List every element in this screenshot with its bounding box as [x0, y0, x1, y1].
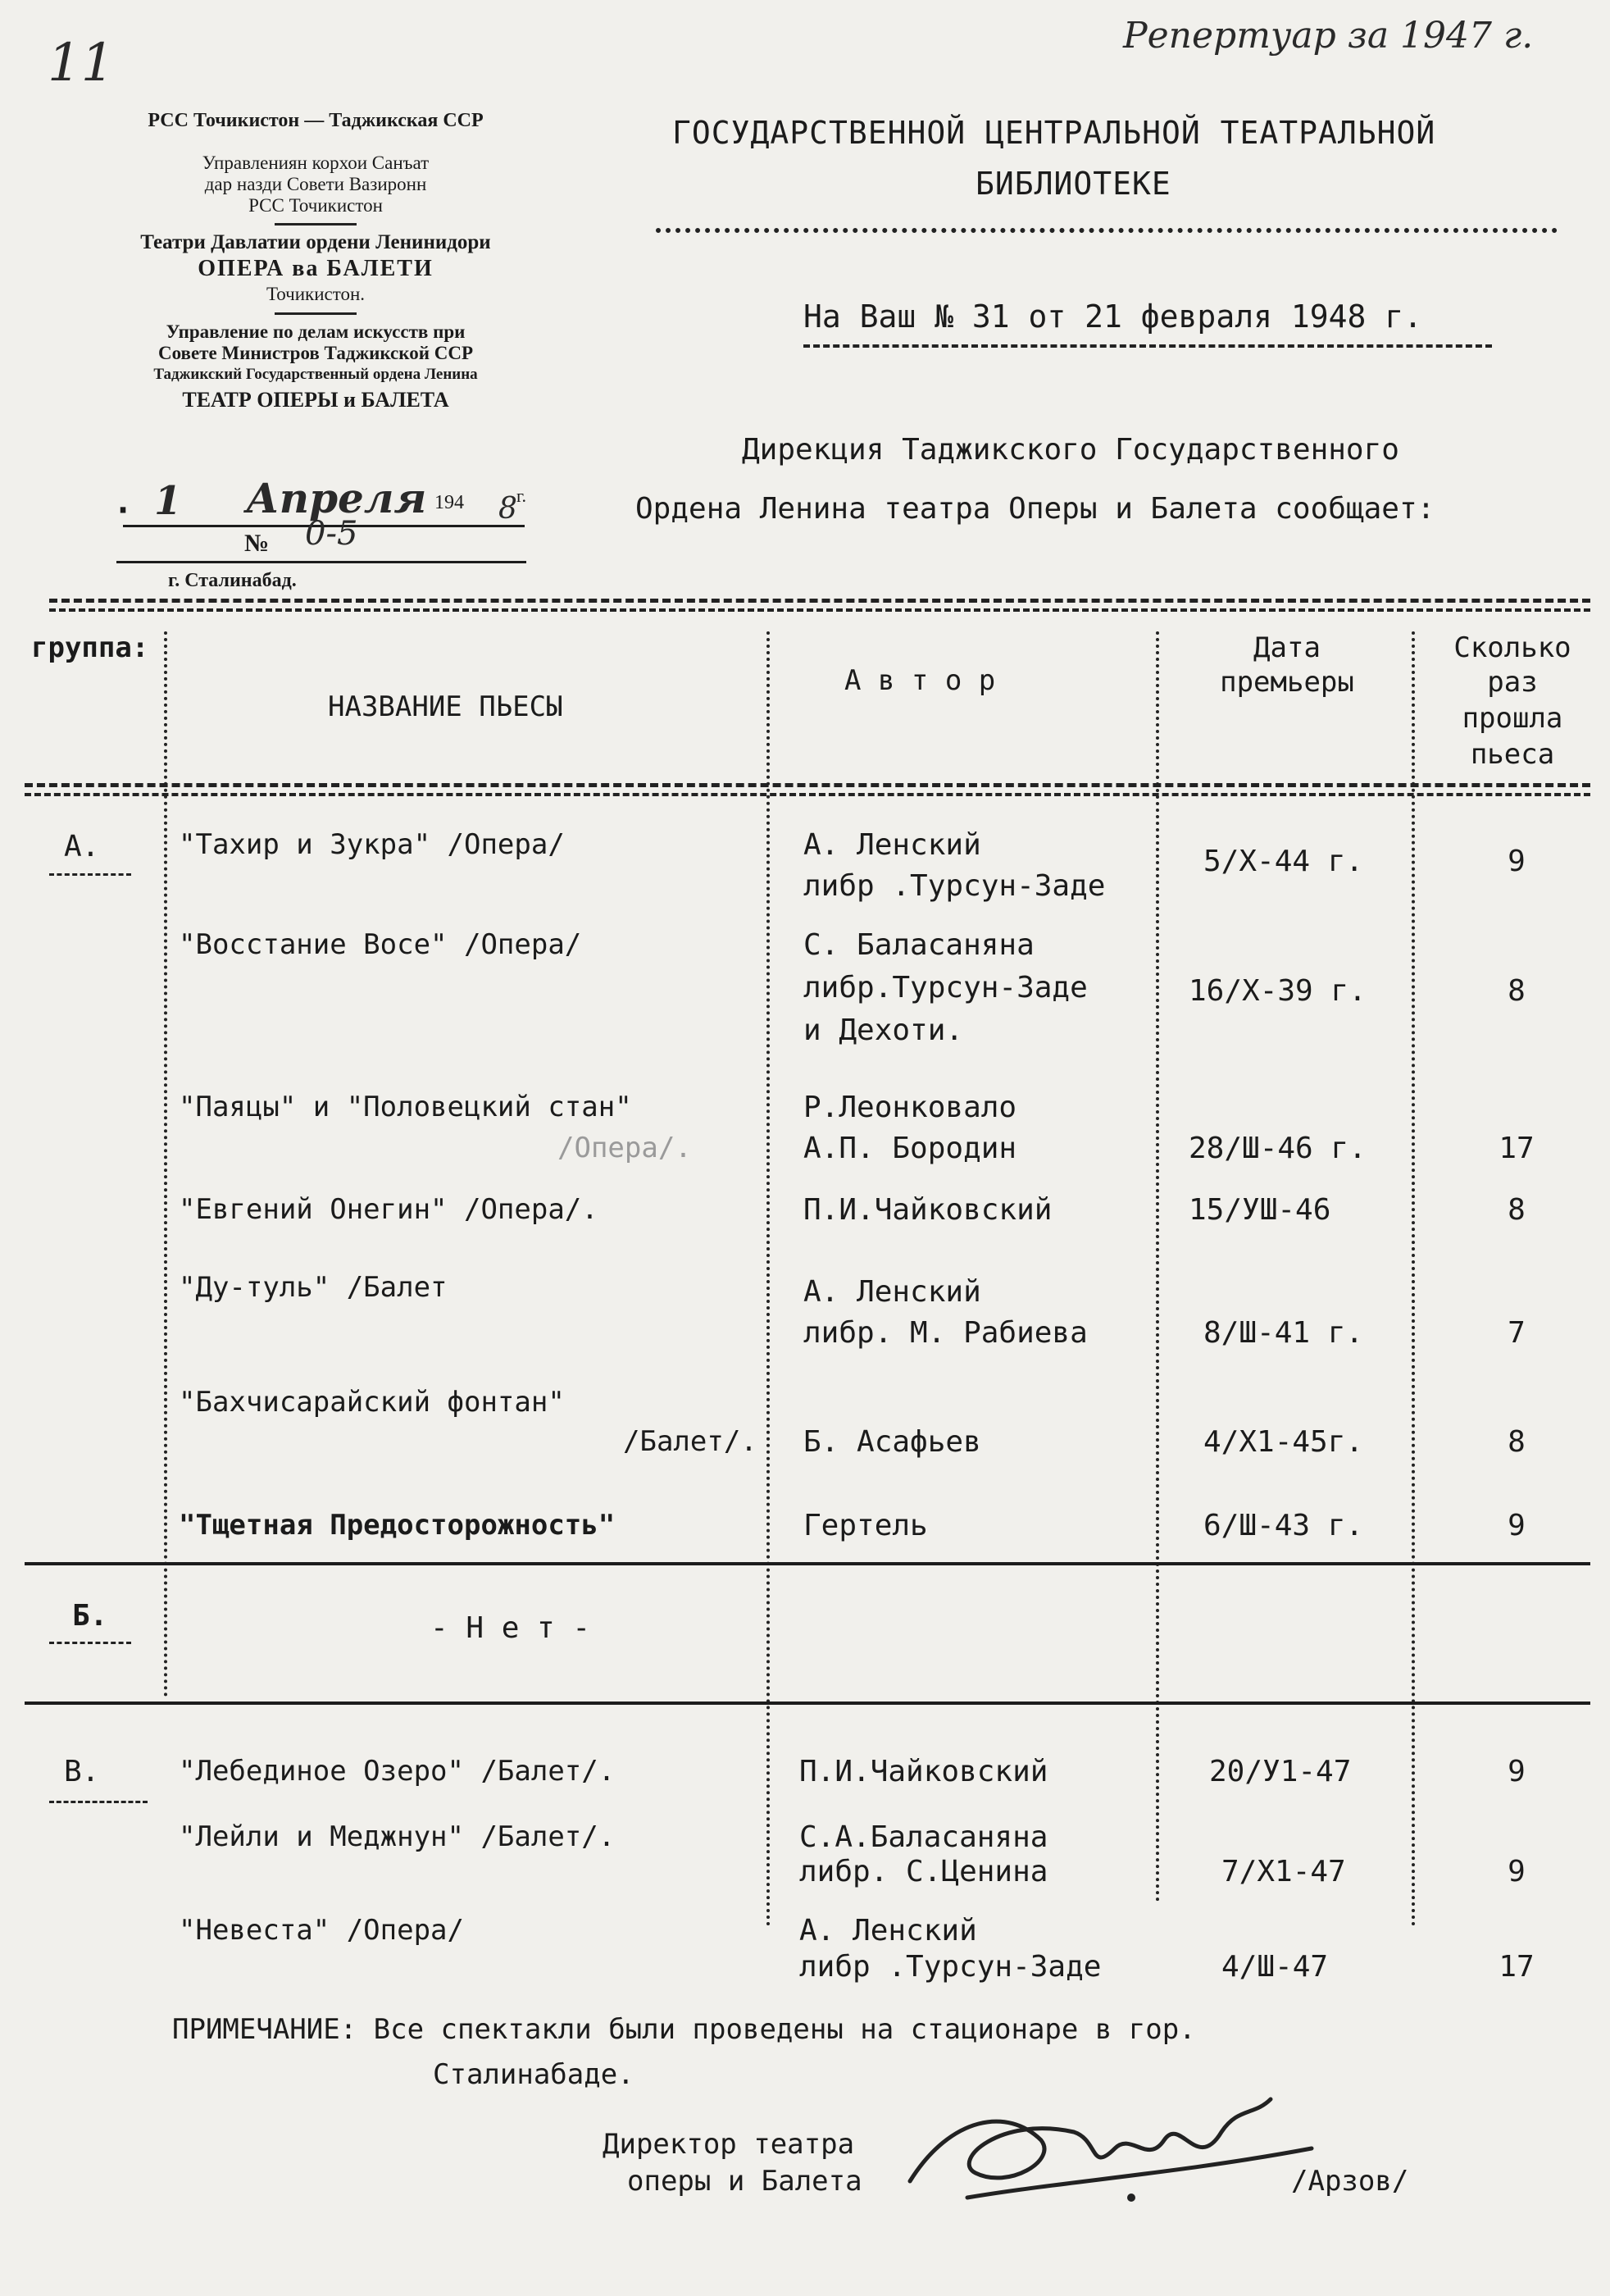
row-title: "Евгений Онегин" /Опера/. [179, 1193, 598, 1226]
note-line: ПРИМЕЧАНИЕ: Все спектакли были проведены на стационаре в гор. [172, 2013, 1196, 2046]
header-count: пьеса [1470, 738, 1555, 771]
city: г. Сталинабад. [168, 570, 297, 591]
header-count: прошла [1462, 702, 1563, 735]
row-date: 4/Ш-47 [1221, 1950, 1329, 1984]
row-title: "Тщетная Предосторожность" [179, 1509, 616, 1542]
letterhead [98, 107, 533, 415]
date-year-prefix: 194 [434, 492, 464, 513]
note-line: Сталинабаде. [433, 2058, 634, 2091]
row-author: либр. С.Ценина [799, 1855, 1048, 1888]
date-year-suffix: 8 [498, 492, 517, 526]
row-author: Гертель [803, 1509, 928, 1542]
row-author: С. Баласаняна [803, 928, 1035, 962]
row-count: 17 [1499, 1950, 1535, 1984]
row-title: "Восстание Восе" /Опера/ [179, 928, 582, 961]
row-title: "Невеста" /Опера/ [179, 1914, 464, 1947]
row-author: Р.Леонковало [803, 1091, 1017, 1124]
row-date: 7/Х1-47 [1221, 1855, 1346, 1888]
date-month: Апреля [246, 474, 427, 522]
header-author: А в т о р [844, 664, 996, 697]
letterhead-line: Точикистон. [266, 284, 366, 304]
row-author: П.И.Чайковский [799, 1755, 1048, 1788]
reference-line: На Ваш № 31 от 21 февраля 1948 г. [803, 298, 1422, 335]
signature-title: Директор театра [603, 2128, 855, 2161]
row-count: 9 [1508, 845, 1526, 878]
row-title: - Н е т - [430, 1611, 591, 1645]
signature-scribble [885, 2083, 1344, 2222]
number-value: 0-5 [305, 515, 358, 553]
row-date: 8/Ш-41 г. [1203, 1316, 1364, 1350]
header-group: группа: [31, 631, 149, 664]
row-title: "Ду-туль" /Балет [179, 1271, 448, 1304]
letterhead-line: Управлениян корхои Санъат [202, 153, 430, 173]
row-group: В. [64, 1755, 100, 1788]
row-count: 7 [1508, 1316, 1526, 1350]
signature-title: оперы и Балета [627, 2165, 862, 2198]
header-premiere: Дата [1253, 631, 1321, 664]
row-group: А. [64, 830, 100, 863]
row-title: /Балет/. [623, 1425, 757, 1458]
row-author: А. Ленский [799, 1914, 977, 1947]
row-author: и Дехоти. [803, 1014, 964, 1047]
letterhead-line: Управление по делам искусств при [166, 321, 466, 342]
row-date: 4/Х1-45г. [1203, 1425, 1364, 1459]
repertoire-note: Репертуар за 1947 г. [1123, 15, 1534, 57]
addressee-line: ГОСУДАРСТВЕННОЙ ЦЕНТРАЛЬНОЙ ТЕАТРАЛЬНОЙ [672, 115, 1436, 151]
signature-name: /Арзов/ [1291, 2165, 1409, 2198]
row-author: либр .Турсун-Заде [803, 869, 1106, 903]
date-dot: · [113, 492, 134, 530]
row-author: С.А.Баласаняна [799, 1820, 1048, 1854]
row-count: 9 [1508, 1855, 1526, 1888]
row-title: "Бахчисарайский фонтан" [179, 1386, 565, 1419]
row-title: "Тахир и Зукра" /Опера/ [179, 828, 565, 861]
letterhead-line: дар назди Совети Вазиронн [204, 174, 427, 194]
row-title: /Опера/. [557, 1132, 692, 1164]
row-date: 20/У1-47 [1209, 1755, 1352, 1788]
letterhead-line: ОПЕРА ва БАЛЕТИ [198, 256, 434, 281]
row-author: Б. Асафьев [803, 1425, 981, 1459]
row-author: П.И.Чайковский [803, 1193, 1053, 1227]
row-title: "Лейли и Меджнун" /Балет/. [179, 1820, 616, 1853]
corner-mark: 11 [48, 33, 115, 93]
row-count: 9 [1508, 1755, 1526, 1788]
row-date: 16/Х-39 г. [1189, 974, 1367, 1008]
number-label: № [244, 530, 270, 557]
row-title: "Лебединое Озеро" /Балет/. [179, 1755, 616, 1788]
letterhead-line: Таджикский Государственный ордена Ленина [153, 366, 478, 383]
row-author: А. Ленский [803, 828, 981, 862]
row-author: А. Ленский [803, 1275, 981, 1309]
letterhead-line: Совете Министров Таджикской ССР [157, 343, 473, 363]
row-date: 5/Х-44 г. [1203, 845, 1364, 878]
row-author: либр .Турсун-Заде [799, 1950, 1102, 1984]
row-count: 9 [1508, 1509, 1526, 1542]
header-count: Сколько [1453, 631, 1571, 664]
row-count: 8 [1508, 974, 1526, 1008]
letterhead-line: ТЕАТР ОПЕРЫ и БАЛЕТА [182, 388, 449, 412]
header-title: НАЗВАНИЕ ПЬЕСЫ [328, 690, 563, 723]
date-g: г. [516, 485, 527, 506]
row-author: либр.Турсун-Заде [803, 971, 1088, 1004]
row-count: 8 [1508, 1193, 1526, 1227]
row-author: А.П. Бородин [803, 1132, 1017, 1165]
row-author: либр. М. Рабиева [803, 1316, 1088, 1350]
addressee-line: БИБЛИОТЕКЕ [976, 166, 1171, 202]
header-count: раз [1487, 666, 1538, 699]
letterhead-line: Театри Давлатии ордени Ленинидори [140, 231, 491, 253]
intro-line: Ордена Ленина театра Оперы и Балета сообщает: [635, 492, 1435, 526]
date-day: 1 [154, 478, 182, 524]
letterhead-line: РСС Точикистон [248, 195, 383, 216]
row-title: "Паяцы" и "Половецкий стан" [179, 1091, 632, 1123]
row-date: 6/Ш-43 г. [1203, 1509, 1364, 1542]
intro-line: Дирекция Таджикского Государственного [742, 433, 1399, 467]
row-date: 15/УШ-46 [1189, 1193, 1331, 1227]
letterhead-line: РСС Точикистон — Таджикская ССР [148, 110, 484, 131]
row-count: 17 [1499, 1132, 1535, 1165]
header-premiere: премьеры [1220, 666, 1354, 699]
row-date: 28/Ш-46 г. [1189, 1132, 1367, 1165]
row-count: 8 [1508, 1425, 1526, 1459]
row-group: Б. [72, 1599, 108, 1633]
